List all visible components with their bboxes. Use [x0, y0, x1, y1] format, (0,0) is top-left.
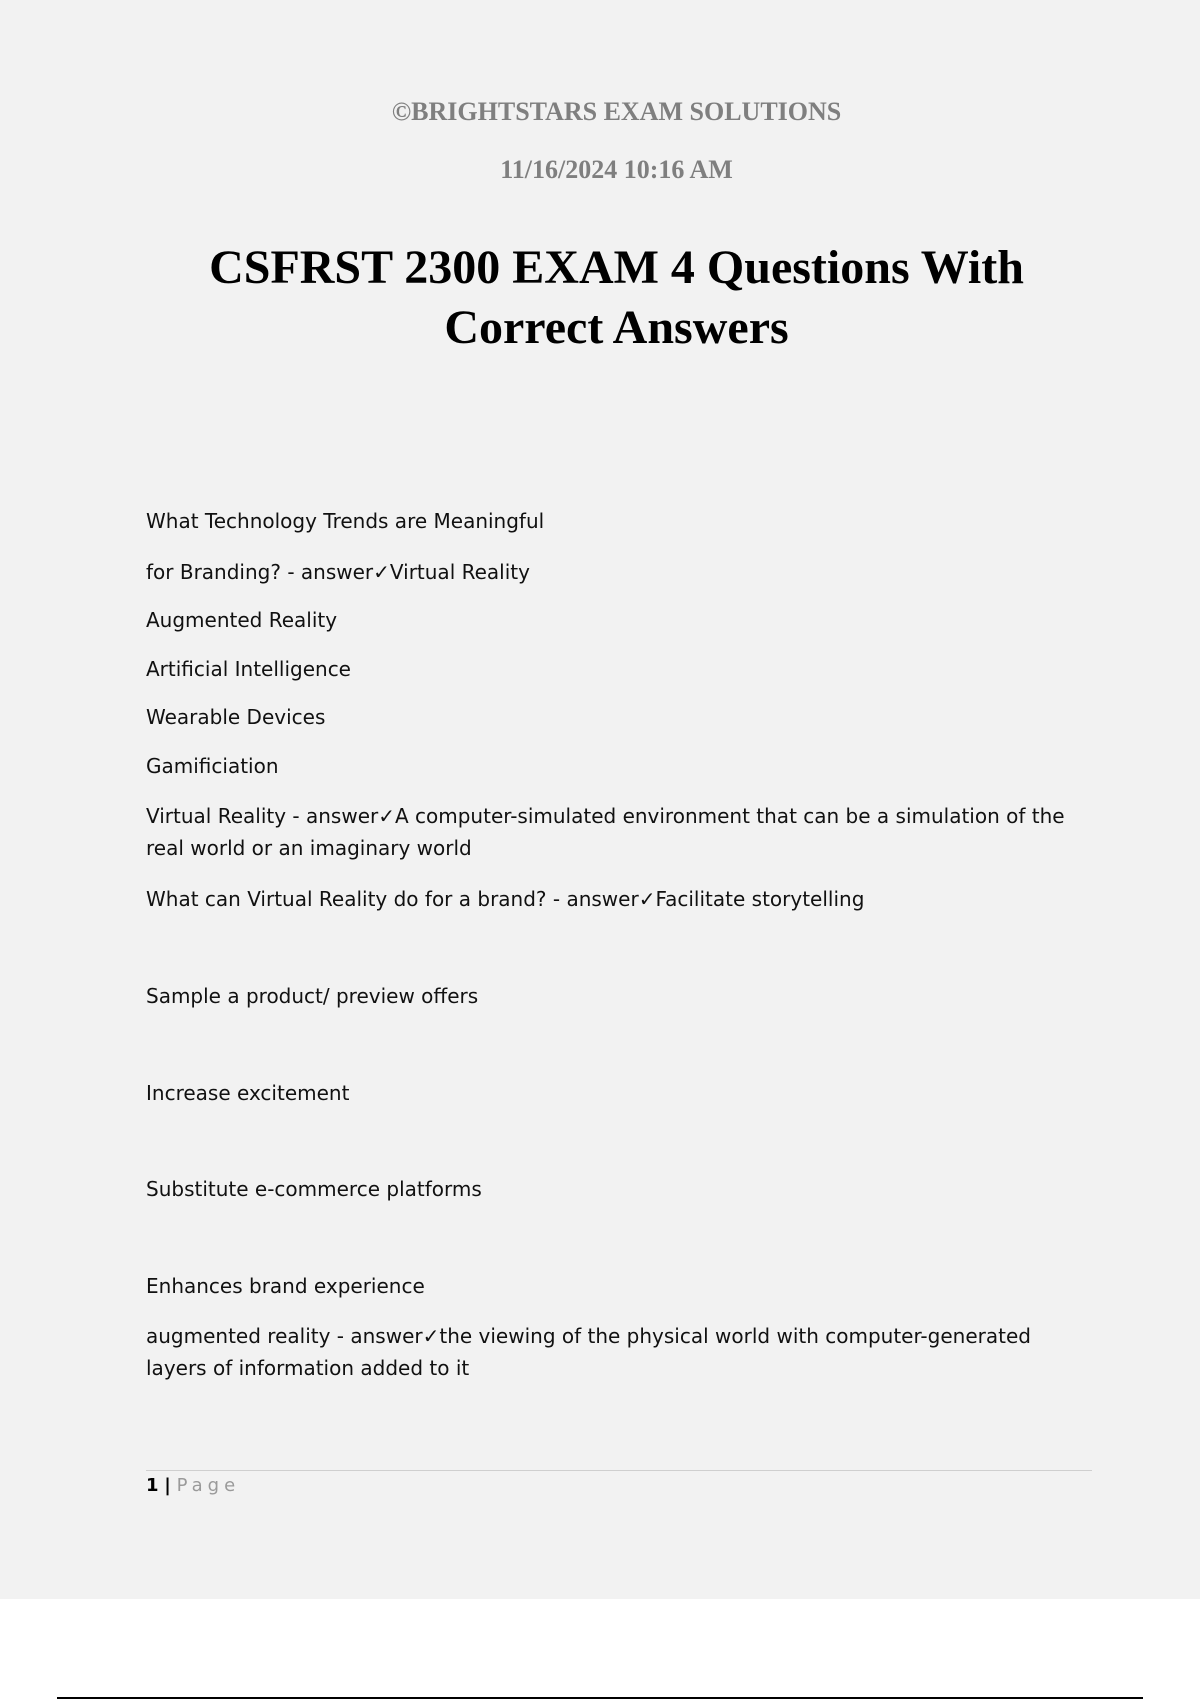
body-line: Enhances brand experience [146, 1274, 425, 1298]
footer-separator: | [164, 1475, 171, 1496]
footer-divider [146, 1470, 1092, 1471]
document-title-line-1: CSFRST 2300 EXAM 4 Questions With [209, 241, 1024, 294]
body-line: Artificial Intelligence [146, 657, 351, 681]
body-line: Sample a product/ preview offers [146, 984, 479, 1008]
header-brand: ©BRIGHTSTARS EXAM SOLUTIONS [391, 97, 842, 126]
body-line: Augmented Reality [146, 608, 338, 632]
page-label: Page [176, 1475, 241, 1496]
body-line: Substitute e-commerce platforms [146, 1177, 482, 1201]
header-date: 11/16/2024 10:16 AM [500, 155, 733, 184]
body-line: What Technology Trends are Meaningful [146, 509, 545, 533]
document-title-line-2: Correct Answers [444, 301, 789, 354]
page-number: 1 [146, 1475, 159, 1496]
body-line: Wearable Devices [146, 705, 326, 729]
body-line: augmented reality - answer✓the viewing of the physical world with computer-generated layers of information added to it [146, 1324, 1031, 1380]
next-page-top-rule [57, 1697, 1143, 1699]
page-footer [146, 1474, 240, 1498]
document-title [0, 238, 1200, 358]
body-line: Virtual Reality - answer✓A computer-simulated environment that can be a simulation of the real world or an imaginary world [146, 804, 1065, 860]
body-line: Increase excitement [146, 1081, 350, 1105]
body-line: What can Virtual Reality do for a brand? - answer✓Facilitate storytelling [146, 887, 865, 911]
body-line: Gamificiation [146, 754, 279, 778]
body-line: for Branding? - answer✓Virtual Reality [146, 560, 530, 584]
